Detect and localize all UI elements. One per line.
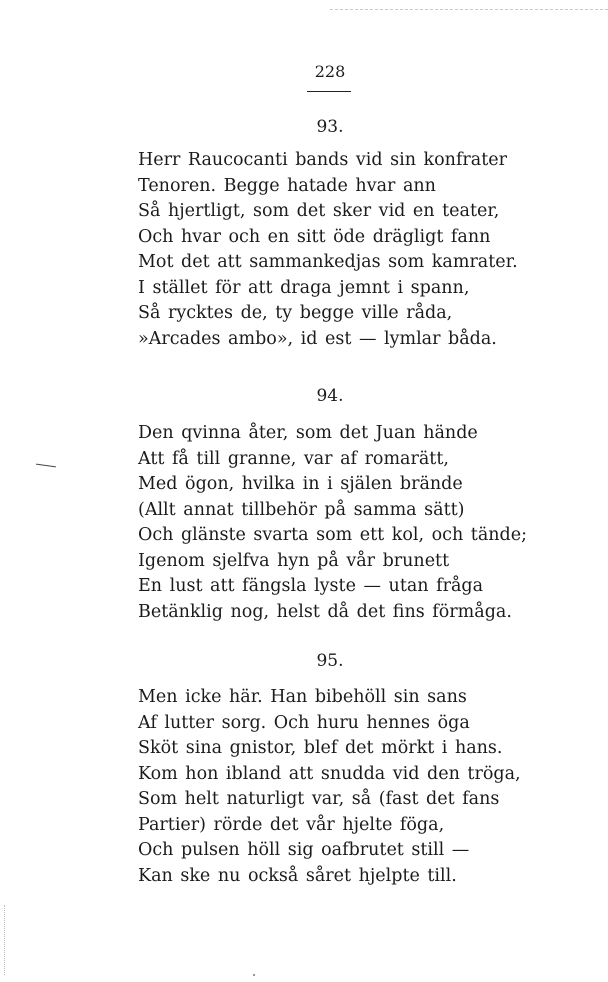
verse-line: Och hvar och en sitt öde drägligt fann (138, 226, 491, 247)
verse-line: Igenom sjelfva hyn på vår brunett (138, 550, 450, 571)
stanza-number-94: 94. (316, 386, 344, 406)
verse-line: Den qvinna åter, som det Juan hände (138, 423, 478, 443)
verse-line: Att få till granne, var af romarätt, (138, 448, 449, 469)
stanza-number-93: 93. (316, 117, 344, 137)
verse-line: I stället för att draga jemnt i spann, (138, 277, 470, 298)
top-edge-rule (330, 9, 608, 10)
verse-line: Kan ske nu också såret hjelpte till. (138, 865, 457, 886)
verse-line: Kom hon ibland att snudda vid den tröga, (138, 763, 521, 784)
verse-line: Och pulsen höll sig oafbrutet still — (138, 840, 470, 860)
verse-line: Med ögon, hvilka in i själen brände (138, 474, 463, 494)
verse-line: (Allt annat tillbehör på samma sätt) (138, 499, 465, 520)
verse-line: Men icke här. Han bibehöll sin sans (138, 687, 467, 707)
page-number: 228 (314, 62, 346, 81)
verse-line: Mot det att sammankedjas som kamrater. (138, 252, 518, 272)
scan-speck (253, 974, 255, 976)
verse-line: Af lutter sorg. Och huru hennes öga (138, 712, 470, 733)
page-number-underline (307, 91, 351, 92)
verse-line: Partier) rörde det vår hjelte föga, (138, 814, 445, 835)
verse-line: Herr Raucocanti bands vid sin konfrater (138, 150, 507, 170)
verse-line: Så hjertligt, som det sker vid en teater, (138, 201, 500, 221)
verse-line: En lust att fängsla lyste — utan fråga (138, 576, 484, 596)
stanza-number-95: 95. (316, 651, 344, 671)
verse-line: Som helt naturligt var, så (fast det fans (138, 789, 500, 809)
verse-line: Tenoren. Begge hatade hvar ann (138, 175, 436, 196)
margin-mark (36, 464, 56, 468)
verse-line: Betänklig nog, helst då det fins förmåga. (138, 601, 512, 622)
verse-line: Och glänste svarta som ett kol, och tände; (138, 525, 527, 545)
stanza-94 (138, 421, 527, 625)
verse-line: Sköt sina gnistor, blef det mörkt i hans. (138, 738, 503, 758)
scan-edge-dots (4, 905, 5, 975)
verse-line: »Arcades ambo», id est — lymlar båda. (138, 328, 497, 349)
stanza-93 (138, 148, 518, 352)
stanza-95 (138, 685, 521, 889)
verse-line: Så rycktes de, ty begge ville råda, (138, 303, 453, 323)
